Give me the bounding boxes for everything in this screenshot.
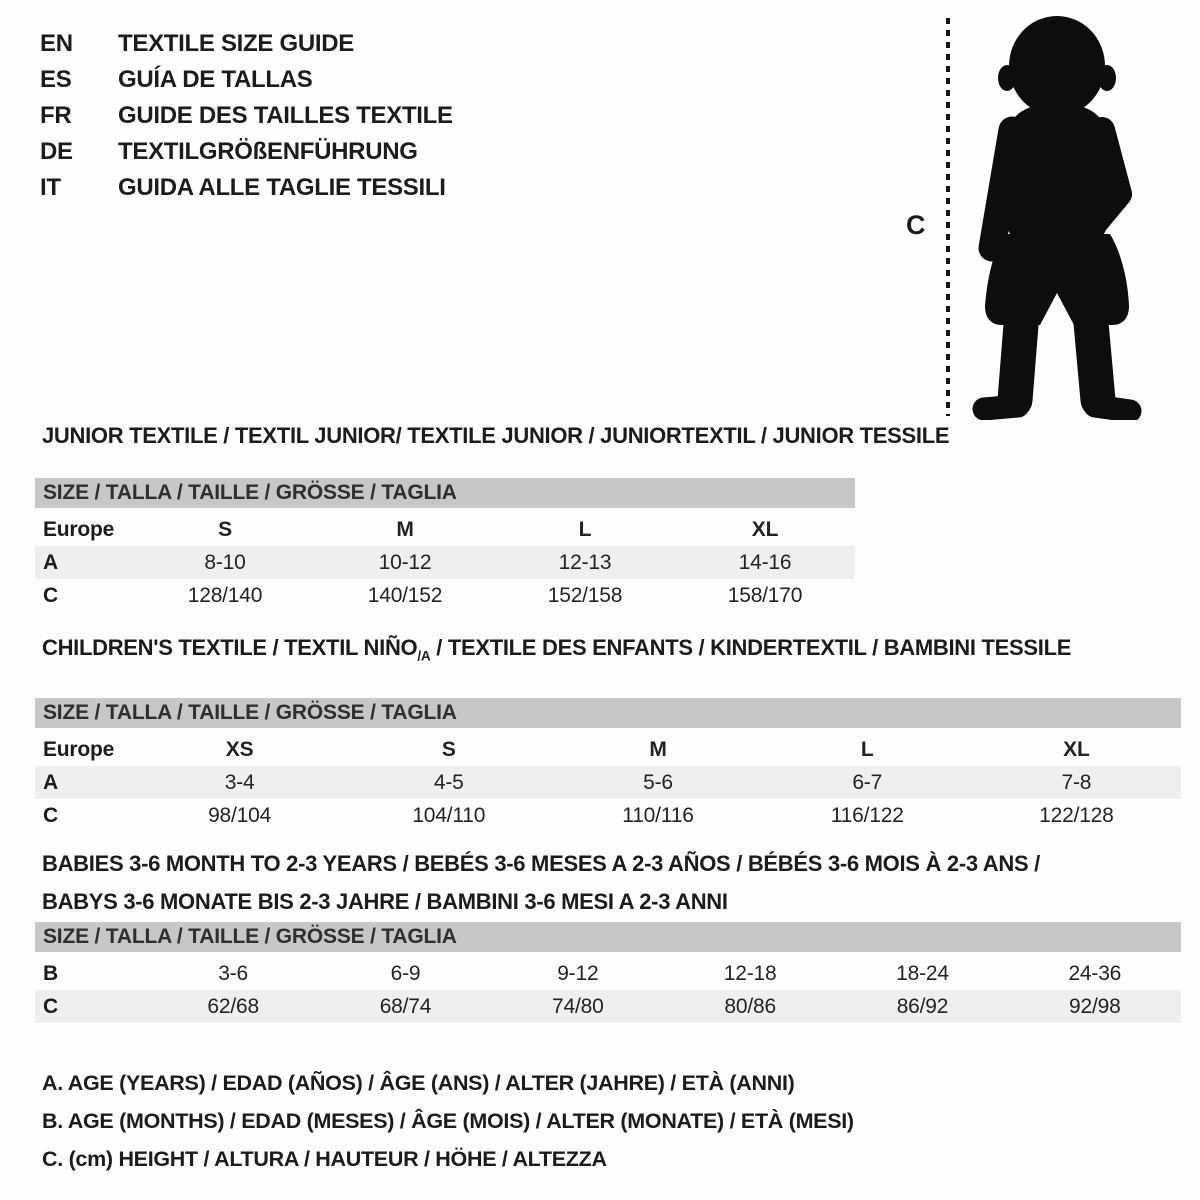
- value-cell: 80/86: [724, 995, 776, 1018]
- section-title-text: / TEXTILE DES ENFANTS / KINDERTEXTIL / BAMBINI TESSILE: [430, 635, 1072, 660]
- language-code: FR: [40, 102, 72, 129]
- value-cell: 24-36: [1068, 962, 1122, 985]
- table-header-band: SIZE / TALLA / TAILLE / GRÖSSE / TAGLIA: [35, 478, 855, 508]
- language-label: TEXTILGRÖßENFÜHRUNG: [118, 138, 418, 165]
- row-label-cell: B: [43, 962, 58, 985]
- row-label-cell: C: [43, 584, 58, 607]
- table-row-c: [35, 799, 1181, 832]
- value-cell: 68/74: [379, 995, 432, 1018]
- value-cell: M: [649, 738, 667, 762]
- toddler-silhouette-icon: [962, 12, 1152, 420]
- value-cell: 12-18: [723, 962, 777, 985]
- table-row-a: [35, 766, 1181, 799]
- value-cell: 18-24: [896, 962, 949, 985]
- value-cell: 104/110: [412, 804, 486, 828]
- row-label-cell: C: [43, 804, 58, 828]
- height-measure-dotted-line: [946, 18, 950, 416]
- table-header-band: SIZE / TALLA / TAILLE / GRÖSSE / TAGLIA: [35, 922, 1181, 952]
- section-babies-textile: [35, 845, 1181, 1023]
- value-cell: 74/80: [552, 995, 604, 1018]
- language-label: TEXTILE SIZE GUIDE: [118, 30, 354, 57]
- table-row-c: [35, 579, 855, 612]
- language-label: GUIDE DES TAILLES TEXTILE: [118, 102, 453, 129]
- language-title-list: [40, 26, 453, 206]
- value-cell: 14-16: [738, 551, 792, 574]
- section-title: JUNIOR TEXTILE / TEXTIL JUNIOR/ TEXTILE JUNIOR / JUNIORTEXTIL / JUNIOR TESSILE: [42, 423, 950, 448]
- value-cell: S: [441, 738, 456, 762]
- section-title: [42, 636, 1181, 668]
- row-label-cell: C: [43, 995, 58, 1018]
- value-cell: XS: [225, 738, 254, 762]
- value-cell: 92/98: [1069, 995, 1121, 1018]
- table-header-band: SIZE / TALLA / TAILLE / GRÖSSE / TAGLIA: [35, 698, 1181, 728]
- section-childrens-textile: [35, 636, 1181, 832]
- legend-line-a: A. AGE (YEARS) / EDAD (AÑOS) / ÂGE (ANS) / ALTER (JAHRE) / ETÀ (ANNI): [42, 1071, 795, 1095]
- section-junior-textile: [35, 424, 949, 612]
- children-size-table: [35, 698, 1181, 832]
- value-cell: 9-12: [557, 962, 599, 985]
- value-cell: 5-6: [643, 771, 673, 795]
- value-cell: 116/122: [830, 804, 904, 828]
- value-cell: 86/92: [896, 995, 949, 1018]
- value-cell: XL: [1063, 738, 1090, 762]
- value-cell: 128/140: [187, 584, 263, 607]
- table-row-b: [35, 957, 1181, 990]
- language-code: ES: [40, 66, 72, 93]
- nino-a-subscript: /A: [417, 648, 431, 664]
- value-cell: 110/116: [622, 804, 694, 828]
- section-title-text: CHILDREN'S TEXTILE / TEXTIL NIÑO: [42, 635, 418, 660]
- language-row: [40, 134, 453, 170]
- value-cell: M: [396, 518, 414, 541]
- babies-size-table: [35, 922, 1181, 1023]
- language-row: [40, 62, 453, 98]
- value-cell: L: [578, 518, 592, 541]
- language-code: EN: [40, 30, 73, 57]
- section-title-line1: BABIES 3-6 MONTH TO 2-3 YEARS / BEBÉS 3-6 MESES A 2-3 AÑOS / BÉBÉS 3-6 MOIS À 2-3 ANS /: [42, 851, 1040, 876]
- value-cell: 8-10: [204, 551, 246, 574]
- value-cell: S: [218, 518, 232, 541]
- table-row-europe: [35, 733, 1181, 766]
- value-cell: 158/170: [727, 584, 803, 607]
- row-label-cell: Europe: [43, 738, 115, 762]
- language-code: IT: [40, 174, 61, 201]
- value-cell: 152/158: [547, 584, 623, 607]
- value-cell: 98/104: [208, 804, 272, 828]
- language-row: [40, 26, 453, 62]
- value-cell: 62/68: [207, 995, 259, 1018]
- table-row-a: [35, 546, 855, 579]
- legend-line-c: C. (cm) HEIGHT / ALTURA / HAUTEUR / HÖHE / ALTEZZA: [42, 1147, 607, 1171]
- value-cell: 10-12: [378, 551, 432, 574]
- measure-label-c: C: [906, 210, 926, 240]
- language-code: DE: [40, 138, 73, 165]
- table-row-europe: [35, 513, 855, 546]
- junior-size-table: [35, 478, 855, 612]
- value-cell: 7-8: [1061, 771, 1092, 795]
- value-cell: 140/152: [367, 584, 443, 607]
- language-row: [40, 98, 453, 134]
- table-row-c: [35, 990, 1181, 1023]
- row-label-cell: A: [43, 551, 58, 574]
- value-cell: 12-13: [558, 551, 612, 574]
- value-cell: 3-6: [218, 962, 249, 985]
- language-row: [40, 170, 453, 206]
- row-label-cell: Europe: [43, 518, 115, 541]
- language-label: GUIDA ALLE TAGLIE TESSILI: [118, 174, 446, 201]
- value-cell: 6-9: [390, 962, 421, 985]
- section-title-line2: BABYS 3-6 MONATE BIS 2-3 JAHRE / BAMBINI 3-6 MESI A 2-3 ANNI: [42, 889, 728, 914]
- value-cell: 6-7: [852, 771, 883, 795]
- value-cell: L: [860, 738, 874, 762]
- value-cell: 3-4: [224, 771, 255, 795]
- value-cell: 122/128: [1039, 804, 1114, 828]
- language-label: GUÍA DE TALLAS: [118, 66, 313, 93]
- value-cell: 4-5: [433, 771, 464, 795]
- value-cell: XL: [751, 518, 779, 541]
- row-label-cell: A: [43, 771, 58, 795]
- measurement-legend: [42, 1064, 854, 1178]
- legend-line-b: B. AGE (MONTHS) / EDAD (MESES) / ÂGE (MOIS) / ALTER (MONATE) / ETÀ (MESI): [42, 1109, 854, 1133]
